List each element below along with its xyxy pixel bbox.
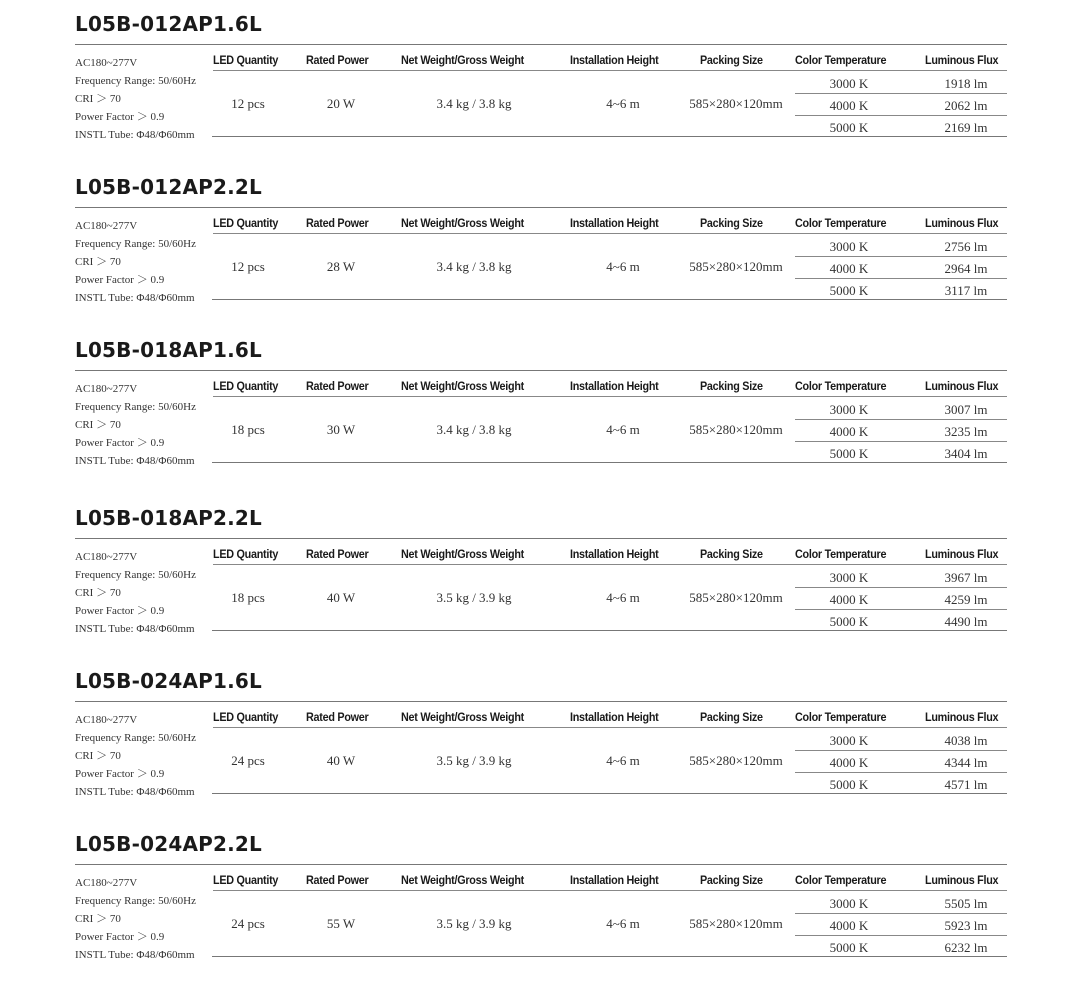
- flux-value: 4259 lm: [944, 592, 988, 607]
- header-rated-power: Rated Power: [306, 547, 369, 561]
- weight-value: 3.5 kg / 3.9 kg: [436, 590, 512, 605]
- header-weight: Net Weight/Gross Weight: [401, 873, 525, 887]
- cct-value: 5000 K: [829, 283, 869, 298]
- product-model-title: L05B-012AP2.2L: [75, 175, 262, 199]
- row-divider: [795, 587, 1007, 588]
- installation-height-value: 4~6 m: [606, 916, 640, 931]
- block-bottom-divider: [212, 956, 1007, 957]
- cct-value: 3000 K: [829, 733, 869, 748]
- block-bottom-divider: [212, 793, 1007, 794]
- header-weight: Net Weight/Gross Weight: [401, 547, 525, 561]
- header-rated-power: Rated Power: [306, 379, 369, 393]
- flux-value: 3967 lm: [944, 570, 988, 585]
- header-led-quantity: LED Quantity: [213, 53, 279, 67]
- block-bottom-divider: [212, 136, 1007, 137]
- header-installation-height: Installation Height: [570, 53, 659, 67]
- flux-value: 2756 lm: [944, 239, 988, 254]
- cct-value: 4000 K: [829, 261, 869, 276]
- header-luminous-flux: Luminous Flux: [925, 216, 999, 230]
- rated-power-value: 30 W: [326, 422, 356, 437]
- spec-frequency: Frequency Range: 50/60Hz: [75, 401, 196, 413]
- product-spec-block: [75, 175, 1007, 315]
- header-led-quantity: LED Quantity: [213, 547, 279, 561]
- header-divider: [213, 890, 1007, 891]
- spec-voltage: AC180~277V: [75, 220, 138, 232]
- spec-voltage: AC180~277V: [75, 877, 138, 889]
- cct-value: 4000 K: [829, 98, 869, 113]
- header-installation-height: Installation Height: [570, 379, 659, 393]
- spec-cri: CRI ＞ 70: [75, 256, 121, 268]
- header-color-temperature: Color Temperature: [795, 53, 887, 67]
- row-divider: [795, 935, 1007, 936]
- packing-size-value: 585×280×120mm: [689, 590, 783, 605]
- spec-cri: CRI ＞ 70: [75, 419, 121, 431]
- spec-voltage: AC180~277V: [75, 383, 138, 395]
- flux-value: 3404 lm: [944, 446, 988, 461]
- header-weight: Net Weight/Gross Weight: [401, 216, 525, 230]
- header-led-quantity: LED Quantity: [213, 216, 279, 230]
- header-installation-height: Installation Height: [570, 547, 659, 561]
- header-packing-size: Packing Size: [700, 547, 763, 561]
- cct-value: 5000 K: [829, 446, 869, 461]
- rated-power-value: 55 W: [326, 916, 356, 931]
- rated-power-value: 40 W: [326, 590, 356, 605]
- product-model-title: L05B-024AP1.6L: [75, 669, 262, 693]
- packing-size-value: 585×280×120mm: [689, 916, 783, 931]
- flux-value: 3117 lm: [944, 283, 988, 298]
- header-led-quantity: LED Quantity: [213, 873, 279, 887]
- cct-value: 5000 K: [829, 777, 869, 792]
- header-divider: [213, 233, 1007, 234]
- spec-voltage: AC180~277V: [75, 551, 138, 563]
- product-model-title: L05B-018AP1.6L: [75, 338, 262, 362]
- rated-power-value: 40 W: [326, 753, 356, 768]
- cct-value: 4000 K: [829, 918, 869, 933]
- weight-value: 3.4 kg / 3.8 kg: [436, 259, 512, 274]
- title-divider: [75, 44, 1007, 45]
- product-spec-block: [75, 506, 1007, 646]
- spec-voltage: AC180~277V: [75, 57, 138, 69]
- led-quantity-value: 12 pcs: [231, 259, 265, 274]
- cct-value: 4000 K: [829, 755, 869, 770]
- spec-voltage: AC180~277V: [75, 714, 138, 726]
- led-quantity-value: 18 pcs: [231, 590, 265, 605]
- header-led-quantity: LED Quantity: [213, 710, 279, 724]
- spec-power-factor: Power Factor ＞ 0.9: [75, 605, 165, 617]
- product-model-title: L05B-012AP1.6L: [75, 12, 262, 36]
- title-divider: [75, 370, 1007, 371]
- product-spec-block: [75, 12, 1007, 152]
- installation-height-value: 4~6 m: [606, 590, 640, 605]
- header-installation-height: Installation Height: [570, 710, 659, 724]
- flux-value: 2062 lm: [944, 98, 988, 113]
- header-packing-size: Packing Size: [700, 873, 763, 887]
- led-quantity-value: 12 pcs: [231, 96, 265, 111]
- header-weight: Net Weight/Gross Weight: [401, 379, 525, 393]
- header-rated-power: Rated Power: [306, 873, 369, 887]
- spec-tube: INSTL Tube: Φ48/Φ60mm: [75, 786, 195, 798]
- spec-cri: CRI ＞ 70: [75, 587, 121, 599]
- product-spec-block: [75, 338, 1007, 478]
- installation-height-value: 4~6 m: [606, 96, 640, 111]
- header-rated-power: Rated Power: [306, 710, 369, 724]
- header-packing-size: Packing Size: [700, 379, 763, 393]
- installation-height-value: 4~6 m: [606, 422, 640, 437]
- weight-value: 3.5 kg / 3.9 kg: [436, 753, 512, 768]
- spec-tube: INSTL Tube: Φ48/Φ60mm: [75, 949, 195, 961]
- title-divider: [75, 538, 1007, 539]
- flux-value: 2964 lm: [944, 261, 988, 276]
- packing-size-value: 585×280×120mm: [689, 422, 783, 437]
- spec-frequency: Frequency Range: 50/60Hz: [75, 732, 196, 744]
- cct-value: 5000 K: [829, 940, 869, 955]
- packing-size-value: 585×280×120mm: [689, 753, 783, 768]
- product-model-title: L05B-024AP2.2L: [75, 832, 262, 856]
- header-rated-power: Rated Power: [306, 53, 369, 67]
- header-packing-size: Packing Size: [700, 216, 763, 230]
- flux-value: 2169 lm: [944, 120, 988, 135]
- title-divider: [75, 207, 1007, 208]
- spec-tube: INSTL Tube: Φ48/Φ60mm: [75, 129, 195, 141]
- flux-value: 3007 lm: [944, 402, 988, 417]
- spec-frequency: Frequency Range: 50/60Hz: [75, 75, 196, 87]
- flux-value: 4490 lm: [944, 614, 988, 629]
- spec-cri: CRI ＞ 70: [75, 750, 121, 762]
- header-divider: [213, 70, 1007, 71]
- header-luminous-flux: Luminous Flux: [925, 710, 999, 724]
- cct-value: 3000 K: [829, 896, 869, 911]
- header-luminous-flux: Luminous Flux: [925, 53, 999, 67]
- spec-tube: INSTL Tube: Φ48/Φ60mm: [75, 623, 195, 635]
- header-led-quantity: LED Quantity: [213, 379, 279, 393]
- header-color-temperature: Color Temperature: [795, 547, 887, 561]
- header-packing-size: Packing Size: [700, 710, 763, 724]
- product-spec-block: [75, 669, 1007, 809]
- row-divider: [795, 750, 1007, 751]
- flux-value: 4038 lm: [944, 733, 988, 748]
- flux-value: 5923 lm: [944, 918, 988, 933]
- spec-power-factor: Power Factor ＞ 0.9: [75, 437, 165, 449]
- header-rated-power: Rated Power: [306, 216, 369, 230]
- rated-power-value: 20 W: [326, 96, 356, 111]
- header-installation-height: Installation Height: [570, 873, 659, 887]
- row-divider: [795, 772, 1007, 773]
- packing-size-value: 585×280×120mm: [689, 259, 783, 274]
- row-divider: [795, 441, 1007, 442]
- block-bottom-divider: [212, 299, 1007, 300]
- spec-tube: INSTL Tube: Φ48/Φ60mm: [75, 455, 195, 467]
- installation-height-value: 4~6 m: [606, 753, 640, 768]
- cct-value: 4000 K: [829, 424, 869, 439]
- header-weight: Net Weight/Gross Weight: [401, 710, 525, 724]
- weight-value: 3.4 kg / 3.8 kg: [436, 422, 512, 437]
- row-divider: [795, 913, 1007, 914]
- header-color-temperature: Color Temperature: [795, 216, 887, 230]
- spec-frequency: Frequency Range: 50/60Hz: [75, 895, 196, 907]
- header-luminous-flux: Luminous Flux: [925, 873, 999, 887]
- header-color-temperature: Color Temperature: [795, 873, 887, 887]
- cct-value: 5000 K: [829, 614, 869, 629]
- cct-value: 3000 K: [829, 402, 869, 417]
- title-divider: [75, 701, 1007, 702]
- header-installation-height: Installation Height: [570, 216, 659, 230]
- packing-size-value: 585×280×120mm: [689, 96, 783, 111]
- row-divider: [795, 609, 1007, 610]
- spec-frequency: Frequency Range: 50/60Hz: [75, 569, 196, 581]
- flux-value: 3235 lm: [944, 424, 988, 439]
- row-divider: [795, 115, 1007, 116]
- cct-value: 3000 K: [829, 570, 869, 585]
- header-color-temperature: Color Temperature: [795, 379, 887, 393]
- led-quantity-value: 24 pcs: [231, 753, 265, 768]
- rated-power-value: 28 W: [326, 259, 356, 274]
- spec-cri: CRI ＞ 70: [75, 93, 121, 105]
- header-divider: [213, 396, 1007, 397]
- weight-value: 3.5 kg / 3.9 kg: [436, 916, 512, 931]
- spec-cri: CRI ＞ 70: [75, 913, 121, 925]
- spec-power-factor: Power Factor ＞ 0.9: [75, 111, 165, 123]
- title-divider: [75, 864, 1007, 865]
- flux-value: 4344 lm: [944, 755, 988, 770]
- product-spec-block: [75, 832, 1007, 972]
- row-divider: [795, 278, 1007, 279]
- header-color-temperature: Color Temperature: [795, 710, 887, 724]
- spec-power-factor: Power Factor ＞ 0.9: [75, 768, 165, 780]
- row-divider: [795, 419, 1007, 420]
- header-packing-size: Packing Size: [700, 53, 763, 67]
- flux-value: 4571 lm: [944, 777, 988, 792]
- header-luminous-flux: Luminous Flux: [925, 547, 999, 561]
- header-weight: Net Weight/Gross Weight: [401, 53, 525, 67]
- spec-frequency: Frequency Range: 50/60Hz: [75, 238, 196, 250]
- row-divider: [795, 93, 1007, 94]
- header-luminous-flux: Luminous Flux: [925, 379, 999, 393]
- header-divider: [213, 727, 1007, 728]
- led-quantity-value: 18 pcs: [231, 422, 265, 437]
- cct-value: 3000 K: [829, 76, 869, 91]
- installation-height-value: 4~6 m: [606, 259, 640, 274]
- spec-power-factor: Power Factor ＞ 0.9: [75, 274, 165, 286]
- cct-value: 3000 K: [829, 239, 869, 254]
- weight-value: 3.4 kg / 3.8 kg: [436, 96, 512, 111]
- spec-power-factor: Power Factor ＞ 0.9: [75, 931, 165, 943]
- header-divider: [213, 564, 1007, 565]
- flux-value: 5505 lm: [944, 896, 988, 911]
- flux-value: 1918 lm: [944, 76, 988, 91]
- flux-value: 6232 lm: [944, 940, 988, 955]
- block-bottom-divider: [212, 462, 1007, 463]
- spec-tube: INSTL Tube: Φ48/Φ60mm: [75, 292, 195, 304]
- product-model-title: L05B-018AP2.2L: [75, 506, 262, 530]
- cct-value: 4000 K: [829, 592, 869, 607]
- led-quantity-value: 24 pcs: [231, 916, 265, 931]
- cct-value: 5000 K: [829, 120, 869, 135]
- block-bottom-divider: [212, 630, 1007, 631]
- row-divider: [795, 256, 1007, 257]
